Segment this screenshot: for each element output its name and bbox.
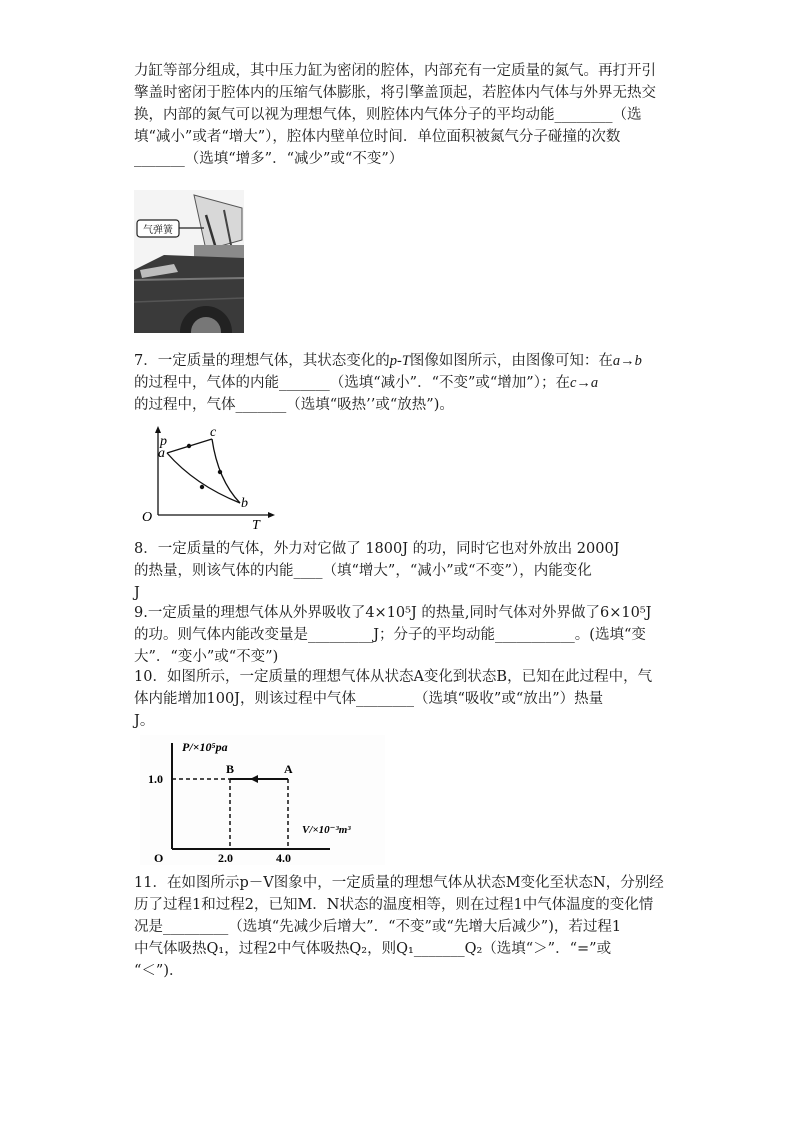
q9-line-3: 大”．“变小”或“不变”) xyxy=(134,649,279,665)
q10-line-3: J。 xyxy=(134,713,155,729)
q10-line-2: 体内能增加100J，则该过程中气体________（选填“吸收”或“放出”）热量 xyxy=(134,691,604,707)
q7-origin: O xyxy=(142,510,153,525)
q7-point-b: b xyxy=(241,496,248,511)
intro-line-4: 填“减小”或者“增大”），腔体内壁单位时间．单位面积被氮气分子碰撞的次数 xyxy=(134,129,621,145)
intro-line-2: 擎盖时密闭于腔体内的压缩气体膨胀，将引擎盖顶起，若腔体内气体与外界无热交 xyxy=(134,85,656,101)
q10-origin: O xyxy=(154,851,164,865)
q9-line-2: 的功。则气体内能改变量是_________J；分子的平均动能___________。(选填“变 xyxy=(134,627,646,643)
q7-line-1: 7．一定质量的理想气体，其状态变化的p-T图像如图所示，由图像可知：在a→b xyxy=(134,353,642,369)
q11-line-5: “＜”)． xyxy=(134,963,184,979)
intro-line-1: 力缸等部分组成，其中压力缸为密闭的腔体，内部充有一定质量的氮气。再打开引 xyxy=(134,63,656,79)
intro-line-3: 换，内部的氮气可以视为理想气体，则腔体内气体分子的平均动能________（选 xyxy=(134,107,642,123)
q10-x-tick-1: 2.0 xyxy=(218,851,233,865)
q7-point-a: a xyxy=(158,446,165,461)
q10-line-1: 10．如图所示，一定质量的理想气体从状态A变化到状态B，已知在此过程中，气 xyxy=(134,669,653,685)
q11-line-2: 历了过程1和过程2，已知M．N状态的温度相等，则在过程1中气体温度的变化情 xyxy=(134,897,654,913)
q11-line-1: 11．在如图所示p－V图象中，一定质量的理想气体从状态M变化至状态N，分别经 xyxy=(134,875,664,891)
q10-y-tick: 1.0 xyxy=(148,772,163,786)
q10-pv-graph xyxy=(140,735,385,869)
q7-pt-graph xyxy=(140,425,280,537)
q7-line-2: 的过程中，气体的内能_______（选填“减小”．“不变”或“增加”）；在c→a xyxy=(134,375,599,391)
car-hood-photo xyxy=(134,190,244,333)
intro-line-5: _______（选填“增多”．“减少”或“不变”） xyxy=(134,151,404,167)
q11-line-4: 中气体吸热Q₁，过程2中气体吸热Q₂，则Q₁_______Q₂（选填“＞”．“=”或 xyxy=(134,941,612,957)
q10-x-label: V/×10⁻³m³ xyxy=(302,824,351,836)
q8-line-3: J xyxy=(134,585,140,601)
q7-x-label: T xyxy=(252,518,260,533)
q7-point-c: c xyxy=(210,425,217,440)
q10-y-label: P/×10⁵pa xyxy=(182,740,228,754)
q10-x-tick-2: 4.0 xyxy=(276,851,291,865)
q7-line-3: 的过程中，气体_______（选填“吸热’’或“放热”)。 xyxy=(134,397,454,413)
q9-line-1: 9.一定质量的理想气体从外界吸收了4×10⁵J 的热量,同时气体对外界做了6×10⁵J xyxy=(134,605,652,621)
q10-point-b: B xyxy=(226,762,235,776)
q11-line-3: 况是_________（选填“先减少后增大”．“不变”或“先增大后减少”)，若过程1 xyxy=(134,919,622,935)
q8-line-2: 的热量，则该气体的内能____（填“增大”，“减小”或“不变”），内能变化 xyxy=(134,563,592,579)
gas-spring-label: 气弹簧 xyxy=(143,225,173,236)
q8-line-1: 8．一定质量的气体，外力对它做了 1800J 的功，同时它也对外放出 2000J xyxy=(134,541,620,557)
q7-y-label: p xyxy=(160,434,167,449)
q10-point-a: A xyxy=(284,762,293,776)
